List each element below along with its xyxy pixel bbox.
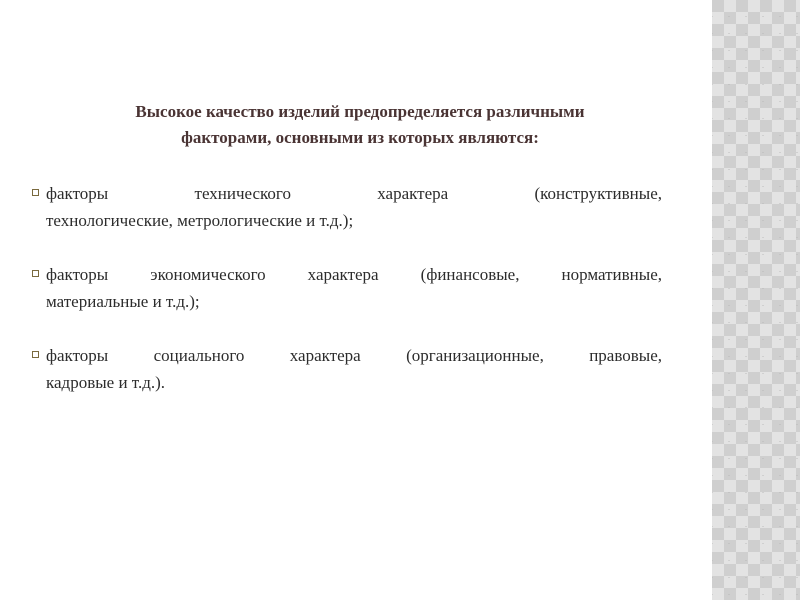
list-item	[30, 180, 662, 234]
hollow-square-bullet-icon	[32, 351, 39, 358]
list-item	[30, 342, 662, 396]
bullet-line-1: факторы технического характера (конструктивные,	[46, 184, 662, 203]
list-item	[30, 261, 662, 315]
decorative-side-panel	[712, 0, 800, 600]
bullet-line-2: технологические, метрологические и т.д.);	[46, 211, 354, 230]
hollow-square-bullet-icon	[32, 189, 39, 196]
bullet-list	[30, 180, 662, 423]
bullet-line-2: материальные и т.д.);	[46, 292, 200, 311]
heading-line-1: Высокое качество изделий предопределяется различными	[135, 102, 585, 121]
bullet-line-2: кадровые и т.д.).	[46, 373, 165, 392]
bullet-line-1: факторы социального характера (организационные, правовые,	[46, 346, 662, 365]
hollow-square-bullet-icon	[32, 270, 39, 277]
heading-line-2: факторами, основными из которых являются:	[181, 128, 539, 147]
bullet-line-1: факторы экономического характера (финансовые, нормативные,	[46, 265, 662, 284]
slide-heading	[40, 99, 680, 151]
